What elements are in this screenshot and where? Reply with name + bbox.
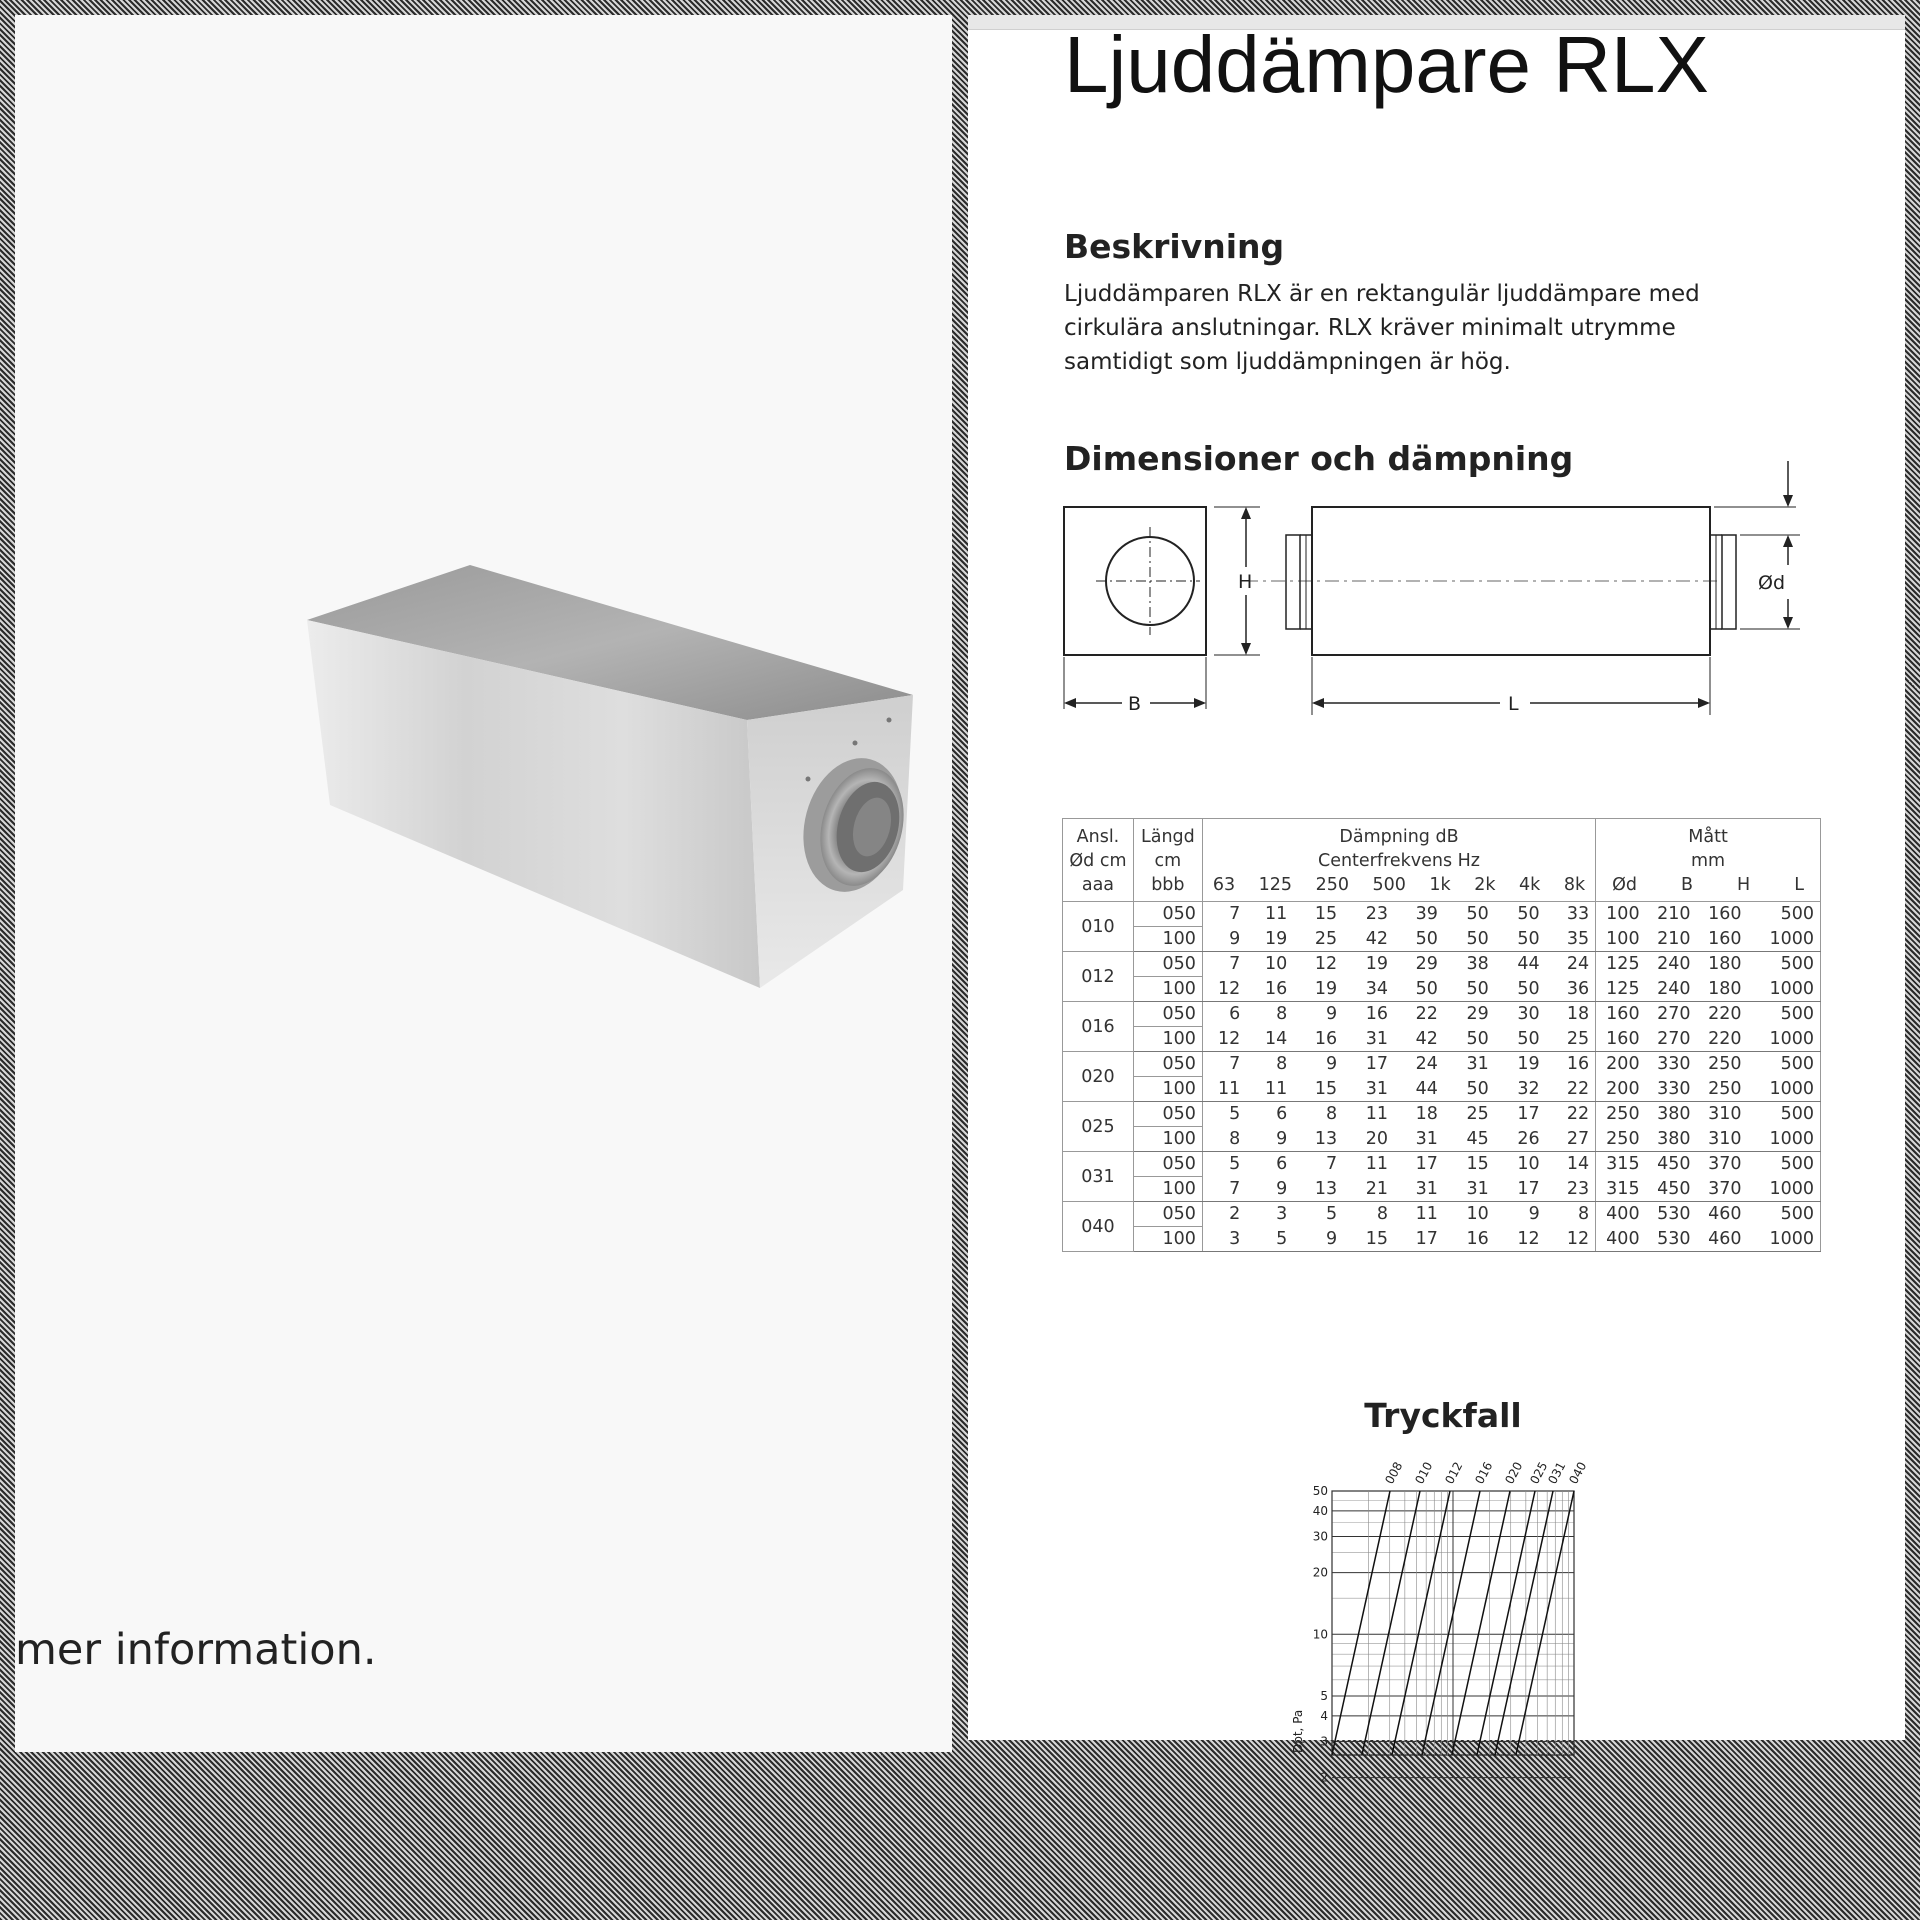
dimension-cell: 380 xyxy=(1657,1104,1691,1125)
dim-header: Ød xyxy=(1612,875,1637,895)
damping-cell: 12 xyxy=(1202,1027,1246,1052)
length-cell: 100 xyxy=(1133,1127,1202,1152)
series-label: 025 xyxy=(1527,1459,1551,1487)
header-line: Centerfrekvens Hz xyxy=(1317,851,1480,871)
dimension-cell: 250 xyxy=(1596,1102,1646,1127)
dimension-cell: 370 xyxy=(1708,1154,1742,1175)
dimension-cell: 460 xyxy=(1697,1227,1748,1252)
dimension-cell: 450 xyxy=(1657,1154,1691,1175)
col-header-dimensions xyxy=(1596,819,1821,902)
dim-header: L xyxy=(1794,875,1804,895)
dimension-cell: 240 xyxy=(1657,954,1691,975)
damping-cell: 17 xyxy=(1365,1054,1389,1075)
table-row xyxy=(1063,977,1821,1002)
y-tick-label: 2 xyxy=(1320,1770,1328,1785)
dimension-cell: 315 xyxy=(1596,1152,1646,1177)
damping-cell: 7 xyxy=(1325,1154,1338,1175)
header-line: bbb xyxy=(1151,875,1185,895)
damping-cell: 27 xyxy=(1546,1127,1596,1152)
dimension-cell: 460 xyxy=(1708,1204,1742,1225)
y-tick-label: 10 xyxy=(1312,1627,1328,1642)
damping-cell: 13 xyxy=(1293,1127,1343,1152)
col-header-connection xyxy=(1063,819,1134,902)
series-label: 012 xyxy=(1442,1459,1466,1487)
damping-cell: 31 xyxy=(1343,1027,1394,1052)
length-cell: 100 xyxy=(1133,977,1202,1002)
damping-cell: 3 xyxy=(1202,1227,1246,1252)
damping-cell: 34 xyxy=(1343,977,1394,1002)
damping-cell: 5 xyxy=(1229,1154,1241,1175)
damping-cell: 42 xyxy=(1343,927,1394,952)
freq-header: 8k xyxy=(1563,875,1586,895)
damping-cell: 25 xyxy=(1466,1104,1489,1125)
dimension-cell: 500 xyxy=(1747,1102,1820,1127)
dimension-cell: 210 xyxy=(1657,904,1691,925)
dimension-cell: 500 xyxy=(1747,1202,1820,1227)
dimension-drawing xyxy=(1060,443,1820,723)
freq-header: 1k xyxy=(1429,875,1451,895)
col-header-damping xyxy=(1202,819,1595,902)
damping-cell: 33 xyxy=(1566,904,1590,925)
damping-cell: 9 xyxy=(1202,927,1246,952)
table-row xyxy=(1063,1002,1821,1027)
y-tick-label: 3 xyxy=(1320,1734,1328,1749)
damping-cell: 19 xyxy=(1246,927,1293,952)
dimension-cell: 250 xyxy=(1697,1077,1748,1102)
dimension-cell: 380 xyxy=(1646,1127,1697,1152)
description-heading: Beskrivning xyxy=(1064,227,1285,266)
dimension-cell: 250 xyxy=(1708,1054,1742,1075)
height-label: H xyxy=(1238,571,1253,593)
chart-series-labels xyxy=(1382,1460,1589,1487)
length-cell: 100 xyxy=(1133,1227,1202,1252)
y-tick-label: 20 xyxy=(1312,1565,1328,1580)
connection-size-cell: 012 xyxy=(1063,952,1134,1002)
dimension-cell: 210 xyxy=(1646,927,1697,952)
header-line: Längd xyxy=(1140,827,1195,847)
damping-cell: 17 xyxy=(1517,1104,1540,1125)
freq-header: 500 xyxy=(1372,875,1406,895)
length-cell: 100 xyxy=(1133,927,1202,952)
col-header-length xyxy=(1133,819,1202,902)
damping-cell: 35 xyxy=(1546,927,1596,952)
connection-size-cell: 025 xyxy=(1063,1102,1134,1152)
length-cell: 050 xyxy=(1133,902,1202,927)
dimension-cell: 125 xyxy=(1596,977,1646,1002)
damping-cell: 8 xyxy=(1376,1204,1389,1225)
header-line: Mått xyxy=(1688,827,1728,847)
length-cell: 050 xyxy=(1133,952,1202,977)
freq-header: 125 xyxy=(1258,875,1293,895)
length-cell: 100 xyxy=(1133,1177,1202,1202)
damping-cell: 7 xyxy=(1229,904,1241,925)
dimension-cell: 240 xyxy=(1646,977,1697,1002)
dimension-cell: 500 xyxy=(1747,1002,1820,1027)
damping-cell: 22 xyxy=(1415,1004,1438,1025)
dim-header: B xyxy=(1681,875,1694,895)
damping-cell: 44 xyxy=(1394,1077,1444,1102)
table-row xyxy=(1063,1152,1821,1177)
length-cell: 050 xyxy=(1133,1202,1202,1227)
damping-cell: 9 xyxy=(1246,1177,1293,1202)
damping-cell: 31 xyxy=(1394,1127,1444,1152)
series-label: 031 xyxy=(1545,1459,1569,1487)
dimension-cell: 500 xyxy=(1747,902,1820,927)
damping-cell: 42 xyxy=(1394,1027,1444,1052)
table-row xyxy=(1063,952,1821,977)
damping-cell: 38 xyxy=(1466,954,1489,975)
damping-cell: 25 xyxy=(1293,927,1343,952)
dimension-cell: 500 xyxy=(1747,1052,1820,1077)
damping-cell: 50 xyxy=(1394,977,1444,1002)
datasheet-page xyxy=(968,15,1905,1785)
more-information-text: mer information. xyxy=(15,1625,377,1675)
dimension-cell: 180 xyxy=(1708,954,1742,975)
damping-cell: 15 xyxy=(1293,1077,1343,1102)
damping-cell: 21 xyxy=(1343,1177,1394,1202)
damping-cell: 5 xyxy=(1325,1204,1338,1225)
damping-cell: 12 xyxy=(1546,1227,1596,1252)
dimension-cell: 450 xyxy=(1646,1177,1697,1202)
header-line: Dämpning dB xyxy=(1339,827,1459,847)
dimension-cell: 160 xyxy=(1596,1002,1646,1027)
freq-header: 2k xyxy=(1474,875,1496,895)
damping-cell: 6 xyxy=(1229,1004,1241,1025)
length-cell: 100 xyxy=(1133,1077,1202,1102)
damping-cell: 14 xyxy=(1566,1154,1590,1175)
damping-cell: 15 xyxy=(1314,904,1338,925)
page-title: Ljuddämpare RLX xyxy=(1064,20,1709,109)
damping-cell: 50 xyxy=(1444,1027,1495,1052)
table-row xyxy=(1063,1227,1821,1252)
damping-cell: 16 xyxy=(1246,977,1293,1002)
dimension-cell: 400 xyxy=(1596,1227,1646,1252)
dimension-cell: 500 xyxy=(1747,952,1820,977)
connection-size-cell: 016 xyxy=(1063,1002,1134,1052)
damping-cell: 24 xyxy=(1415,1054,1438,1075)
length-cell: 100 xyxy=(1133,1027,1202,1052)
damping-cell: 17 xyxy=(1394,1227,1444,1252)
chart-title: Tryckfall xyxy=(1364,1396,1522,1435)
damping-cell: 29 xyxy=(1415,954,1438,975)
length-label: L xyxy=(1508,693,1519,715)
dimension-cell: 530 xyxy=(1646,1227,1697,1252)
damping-cell: 10 xyxy=(1264,954,1288,975)
dimension-cell: 315 xyxy=(1596,1177,1646,1202)
length-cell: 050 xyxy=(1133,1152,1202,1177)
header-line: mm xyxy=(1691,851,1726,871)
dimension-cell: 180 xyxy=(1697,977,1748,1002)
chart-grid xyxy=(1332,1491,1574,1778)
damping-cell: 8 xyxy=(1325,1104,1338,1125)
connection-size-cell: 031 xyxy=(1063,1152,1134,1202)
damping-cell: 18 xyxy=(1566,1004,1590,1025)
freq-header: 4k xyxy=(1519,875,1541,895)
table-body xyxy=(1063,902,1821,1252)
damping-cell: 31 xyxy=(1466,1054,1489,1075)
damping-cell: 50 xyxy=(1444,927,1495,952)
damping-cell: 39 xyxy=(1415,904,1438,925)
damping-cell: 50 xyxy=(1444,1077,1495,1102)
table-row xyxy=(1063,902,1821,927)
damping-cell: 15 xyxy=(1343,1227,1394,1252)
y-tick-label: 50 xyxy=(1312,1484,1328,1498)
damping-cell: 7 xyxy=(1229,1054,1241,1075)
dimension-cell: 200 xyxy=(1596,1052,1646,1077)
damping-cell: 10 xyxy=(1466,1204,1489,1225)
damping-cell: 12 xyxy=(1495,1227,1546,1252)
damping-cell: 8 xyxy=(1577,1204,1590,1225)
damping-cell: 16 xyxy=(1444,1227,1495,1252)
damping-cell: 8 xyxy=(1202,1127,1246,1152)
header-line: Ansl. xyxy=(1076,827,1120,847)
damping-cell: 2 xyxy=(1229,1204,1241,1225)
table-row xyxy=(1063,927,1821,952)
damping-cell: 3 xyxy=(1276,1204,1288,1225)
series-label: 040 xyxy=(1566,1459,1590,1487)
damping-cell: 11 xyxy=(1415,1204,1438,1225)
damping-cell: 50 xyxy=(1394,927,1444,952)
dimension-cell: 270 xyxy=(1646,1027,1697,1052)
damping-cell: 16 xyxy=(1293,1027,1343,1052)
table-row xyxy=(1063,1027,1821,1052)
damping-cell: 36 xyxy=(1546,977,1596,1002)
dimension-cell: 200 xyxy=(1596,1077,1646,1102)
dimension-cell: 1000 xyxy=(1747,1027,1820,1052)
series-label: 008 xyxy=(1382,1459,1406,1487)
damping-cell: 16 xyxy=(1566,1054,1590,1075)
damping-cell: 50 xyxy=(1466,904,1489,925)
damping-cell: 5 xyxy=(1246,1227,1293,1252)
dimension-cell: 160 xyxy=(1697,927,1748,952)
damping-cell: 9 xyxy=(1293,1227,1343,1252)
dimension-cell: 100 xyxy=(1596,902,1646,927)
dimension-cell: 1000 xyxy=(1747,1227,1820,1252)
dimension-cell: 1000 xyxy=(1747,1127,1820,1152)
damping-cell: 23 xyxy=(1365,904,1389,925)
series-label: 016 xyxy=(1472,1459,1496,1487)
damping-cell: 10 xyxy=(1517,1154,1540,1175)
damping-dimensions-table xyxy=(1062,818,1821,1252)
freq-header: 63 xyxy=(1212,875,1236,895)
table-row xyxy=(1063,1077,1821,1102)
damping-cell: 22 xyxy=(1546,1077,1596,1102)
chart-y-axis-label: Dpt, Pa xyxy=(1291,1709,1305,1753)
damping-cell: 11 xyxy=(1264,904,1288,925)
pressure-drop-chart xyxy=(1268,1395,1608,1785)
dimension-cell: 530 xyxy=(1657,1204,1691,1225)
length-cell: 050 xyxy=(1133,1052,1202,1077)
damping-cell: 23 xyxy=(1546,1177,1596,1202)
dimension-cell: 310 xyxy=(1697,1127,1748,1152)
dimension-cell: 500 xyxy=(1747,1152,1820,1177)
dimension-cell: 400 xyxy=(1596,1202,1646,1227)
dimension-cell: 125 xyxy=(1596,952,1646,977)
series-label: 010 xyxy=(1412,1459,1436,1487)
dimension-cell: 1000 xyxy=(1747,977,1820,1002)
damping-cell: 13 xyxy=(1293,1177,1343,1202)
damping-cell: 50 xyxy=(1495,927,1546,952)
damping-cell: 11 xyxy=(1365,1104,1389,1125)
series-label: 020 xyxy=(1502,1459,1526,1487)
damping-cell: 7 xyxy=(1229,954,1241,975)
dimension-cell: 330 xyxy=(1657,1054,1691,1075)
damping-cell: 44 xyxy=(1517,954,1540,975)
damping-cell: 26 xyxy=(1495,1127,1546,1152)
damping-cell: 9 xyxy=(1325,1004,1338,1025)
damping-cell: 5 xyxy=(1229,1104,1241,1125)
damping-cell: 9 xyxy=(1528,1204,1540,1225)
y-tick-label: 4 xyxy=(1320,1708,1328,1723)
damping-cell: 31 xyxy=(1343,1077,1394,1102)
damping-cell: 8 xyxy=(1276,1004,1288,1025)
header-line: cm xyxy=(1154,851,1182,871)
damping-cell: 16 xyxy=(1365,1004,1389,1025)
damping-cell: 50 xyxy=(1495,977,1546,1002)
dimension-cell: 270 xyxy=(1657,1004,1691,1025)
damping-cell: 19 xyxy=(1365,954,1389,975)
table-row xyxy=(1063,1202,1821,1227)
damping-cell: 9 xyxy=(1325,1054,1338,1075)
y-tick-label: 30 xyxy=(1312,1529,1328,1544)
connection-size-cell: 010 xyxy=(1063,902,1134,952)
dimension-cell: 1000 xyxy=(1747,1077,1820,1102)
damping-cell: 14 xyxy=(1246,1027,1293,1052)
damping-cell: 12 xyxy=(1202,977,1246,1002)
damping-cell: 31 xyxy=(1394,1177,1444,1202)
dim-header: H xyxy=(1737,875,1751,895)
length-cell: 050 xyxy=(1133,1102,1202,1127)
damping-cell: 19 xyxy=(1517,1054,1540,1075)
damping-cell: 32 xyxy=(1495,1077,1546,1102)
damping-cell: 8 xyxy=(1276,1054,1288,1075)
dimension-cell: 220 xyxy=(1708,1004,1742,1025)
table-row xyxy=(1063,1127,1821,1152)
product-image-panel xyxy=(15,15,952,1752)
table-row xyxy=(1063,1177,1821,1202)
damping-cell: 12 xyxy=(1314,954,1338,975)
damping-cell: 7 xyxy=(1202,1177,1246,1202)
dimension-cell: 250 xyxy=(1596,1127,1646,1152)
connection-size-cell: 020 xyxy=(1063,1052,1134,1102)
y-tick-label: 40 xyxy=(1312,1503,1328,1518)
length-cell: 050 xyxy=(1133,1002,1202,1027)
damping-cell: 6 xyxy=(1276,1154,1288,1175)
damping-cell: 15 xyxy=(1466,1154,1489,1175)
description-text: Ljuddämparen RLX är en rektangulär ljuddämpare med cirkulära anslutningar. RLX kräver minimalt utrymme samtidigt som ljuddämpningen är hög. xyxy=(1064,281,1700,375)
table-row xyxy=(1063,1102,1821,1127)
connection-size-cell: 040 xyxy=(1063,1202,1134,1252)
diameter-label: Ød xyxy=(1758,572,1786,594)
damping-cell: 24 xyxy=(1566,954,1590,975)
damping-cell: 29 xyxy=(1466,1004,1489,1025)
damping-cell: 11 xyxy=(1365,1154,1389,1175)
damping-cell: 11 xyxy=(1202,1077,1246,1102)
dimension-cell: 160 xyxy=(1708,904,1742,925)
damping-cell: 22 xyxy=(1566,1104,1590,1125)
freq-header: 250 xyxy=(1315,875,1349,895)
damping-cell: 17 xyxy=(1495,1177,1546,1202)
silencer-product-photo xyxy=(15,15,952,1752)
damping-cell: 18 xyxy=(1415,1104,1438,1125)
damping-cell: 50 xyxy=(1495,1027,1546,1052)
damping-cell: 25 xyxy=(1546,1027,1596,1052)
dimensions-heading: Dimensioner och dämpning xyxy=(1064,439,1574,478)
damping-cell: 17 xyxy=(1415,1154,1438,1175)
damping-cell: 11 xyxy=(1246,1077,1293,1102)
damping-cell: 9 xyxy=(1246,1127,1293,1152)
damping-cell: 50 xyxy=(1444,977,1495,1002)
damping-cell: 30 xyxy=(1517,1004,1540,1025)
dimension-cell: 160 xyxy=(1596,1027,1646,1052)
damping-cell: 45 xyxy=(1444,1127,1495,1152)
header-line: Ød cm xyxy=(1069,851,1127,871)
damping-cell: 50 xyxy=(1517,904,1540,925)
damping-cell: 6 xyxy=(1276,1104,1288,1125)
damping-cell: 20 xyxy=(1343,1127,1394,1152)
dimension-cell: 220 xyxy=(1697,1027,1748,1052)
dimension-cell: 330 xyxy=(1646,1077,1697,1102)
dimension-cell: 1000 xyxy=(1747,1177,1820,1202)
width-label: B xyxy=(1128,693,1142,715)
damping-cell: 31 xyxy=(1444,1177,1495,1202)
dimension-cell: 370 xyxy=(1697,1177,1748,1202)
dimension-cell: 1000 xyxy=(1747,927,1820,952)
header-line: aaa xyxy=(1081,875,1115,895)
dimension-cell: 310 xyxy=(1708,1104,1742,1125)
table-row xyxy=(1063,1052,1821,1077)
y-tick-label: 5 xyxy=(1320,1689,1328,1703)
dimension-cell: 100 xyxy=(1596,927,1646,952)
chart-y-ticks xyxy=(1313,1484,1328,1785)
damping-cell: 19 xyxy=(1293,977,1343,1002)
